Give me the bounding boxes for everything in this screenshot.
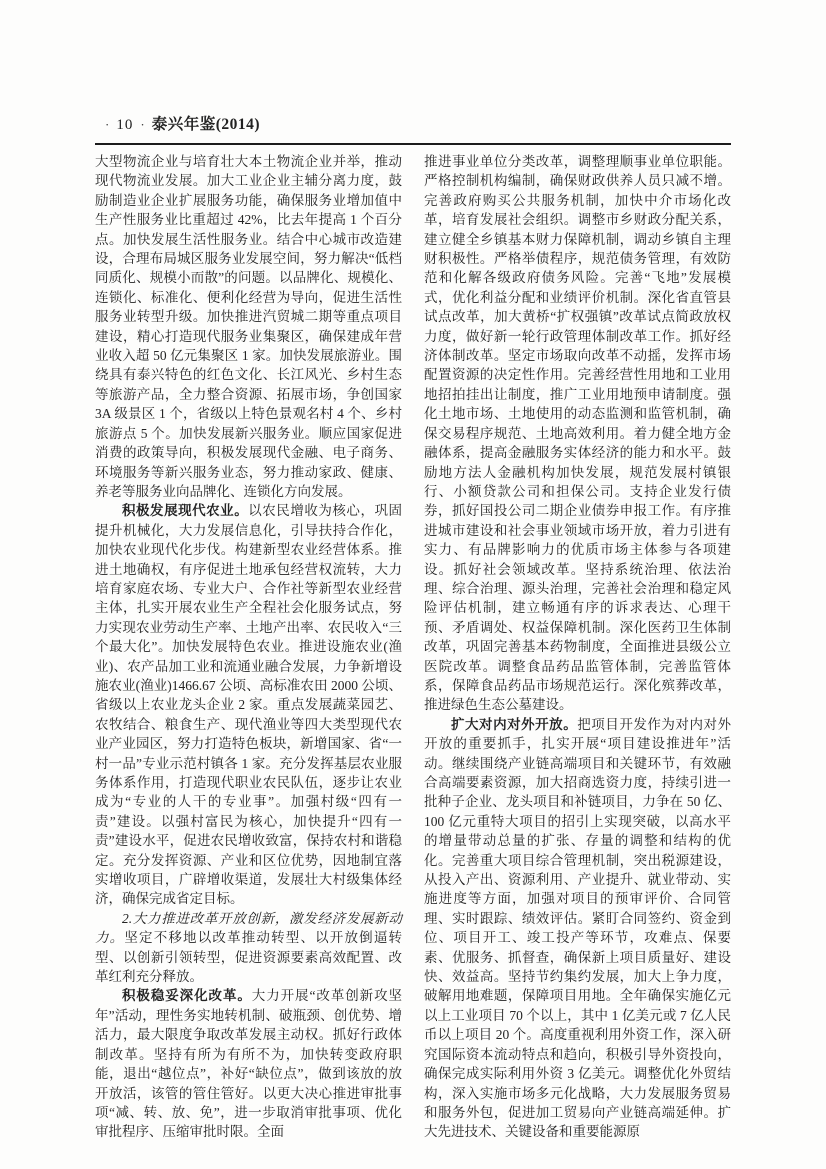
paragraph-lead: 扩大对内对外开放。 bbox=[451, 716, 578, 732]
right-column bbox=[424, 152, 731, 1142]
paragraph-text: 以农民增收为核心，巩固提升机械化，大力发展信息化，引导扶持合作化，加快农业现代化步伐。构建新型农业经营体系。推进土地确权，有序促进土地承包经营权流转，大力培育家庭农场、专业大户、合作社等新型农业经营主体，扎实开展农业生产全程社会化服务试点，努力实现农业劳动生产率、土地产出率、农民收入“三个最大化”。加快发展特色农业。推进设施农业(渔业)、农产品加工业和流通业融合发展，力争新增设施农业(渔业)1466.67 公顷、高标准农田 2000 公顷、省级以上农业龙头企业 2 家。重点发展蔬菜园艺、农牧结合、粮食生产、现代渔业等四大类型现代农业产业园区，努力打造特色板块，新增国家、省“一村一品”专业示范村镇各 1 家。充分发挥基层农业服务体系作用，打造现代职业农民队伍，逐步让农业成为“专业的人干的专业事”。加强村级“四有一责”建设。以强村富民为核心，加快提升“四有一责”建设水平，促进农民增收致富，保持农村和谐稳定。充分发挥资源、产业和区位优势，因地制宜落实增收项目，广辟增收渠道，发展壮大村级集体经济，确保完成省定目标。 bbox=[95, 503, 403, 907]
paragraph-reform-opening-heading bbox=[95, 909, 402, 987]
paragraph-text: 大力开展“改革创新攻坚年”活动，理性务实地转机制、破瓶颈、创优势、增活力，最大限度争取改革发展主动权。抓好行政体制改革。坚持有所为有所不为，加快转变政府职能，退出“越位点”，补好“缺位点”，做到该放的放开放活，该管的管住管好。以更大决心推进审批事项“减、转、放、免”，进一步取消审批事项、优化审批程序、压缩审批时限。全面 bbox=[95, 988, 402, 1140]
header-rule bbox=[95, 143, 731, 145]
page-number: 10 bbox=[116, 117, 134, 133]
page-header bbox=[95, 112, 731, 134]
paragraph-modern-agriculture bbox=[95, 501, 402, 909]
paragraph-text: 把项目开发作为对内对外开放的重要抓手，扎实开展“项目建设推进年”活动。继续围绕产业链高端项目和关键环节，有效融合高端要素资源，加大招商选资力度，持续引进一批种子企业、龙头项目和补链项目，力争在 50 亿、100 亿元重特大项目的招引上实现突破，以高水平的增量带动总量的扩张、存量的调整和结构的优化。完善重大项目综合管理机制，突出税源建设，从投入产出、资源利用、产业提升、就业带动、实施进度等方面，加强对项目的预审评价、合同管理、实时跟踪、绩效评估。紧盯合同签约、资金到位、项目开工、竣工投产等环节，攻难点、保要素、优服务、抓督查，确保新上项目质量好、建设快、效益高。坚持节约集约发展，加大上争力度，破解用地难题，保障项目用地。全年确保实施亿元以上工业项目 70 个以上，其中 1 亿美元或 7 亿人民币以上项目 20 个。高度重视利用外资工作，深入研究国际资本流动特点和趋向，积极引导外资投向，确保完成实际利用外资 3 亿美元。调整优化外贸结构，深入实施市场多元化战略，大力发展服务贸易和服务外包，促进加工贸易向产业链高端延伸。扩大先进技术、关键设备和重要能源原 bbox=[424, 716, 732, 1140]
paragraph-text: 大型物流企业与培育壮大本土物流企业并举，推动现代物流业发展。加大工业企业主辅分离力度，鼓励制造业企业扩展服务功能，确保服务业增加值中生产性服务业比重超过 42%，比去年提高 1 个百分点。加快发展生活性服务业。结合中心城市改造建设，合理布局城区服务业发展空间，努力解决“低档同质化、规模小而散”的问题。以品牌化、规模化、连锁化、标准化、便利化经营为导向，促进生活性服务业转型升级。加快推进汽贸城二期等重点项目建设，精心打造现代服务业集聚区，确保建成年营业收入超 50 亿元集聚区 1 家。加快发展旅游业。围绕具有泰兴特色的红色文化、长江风光、乡村生态等旅游产品，全力整合资源、拓展市场，争创国家 3A 级景区 1 个，省级以上特色景观名村 4 个、乡村旅游点 5 个。加快发展新兴服务业。顺应国家促进消费的政策导向，积极发展现代金融、电子商务、环境服务等新兴服务业态，努力推动家政、健康、养老等服务业向品牌化、连锁化方向发展。 bbox=[95, 154, 402, 499]
paragraph-reform-continued bbox=[424, 152, 731, 715]
text-columns bbox=[95, 152, 731, 1142]
book-title: 泰兴年鉴(2014) bbox=[151, 116, 261, 133]
paragraph-deepen-reform bbox=[95, 986, 402, 1141]
paragraph-lead: 积极稳妥深化改革。 bbox=[122, 988, 252, 1004]
header-dot-right: · bbox=[140, 117, 145, 132]
paragraph-lead: 积极发展现代农业。 bbox=[122, 503, 249, 519]
header-dot-left: · bbox=[105, 117, 110, 132]
paragraph-expand-opening bbox=[424, 715, 731, 1142]
paragraph-lead: 2.大力推进改革开放创新，激发经济发展新动力。 bbox=[95, 910, 402, 946]
left-column bbox=[95, 152, 402, 1142]
paragraph-text: 坚定不移地以改革推动转型、以开放倒逼转型、以创新引领转型，促进资源要素高效配置、改革红利充分释放。 bbox=[95, 930, 403, 985]
paragraph-text: 推进事业单位分类改革，调整理顺事业单位职能。严格控制机构编制，确保财政供养人员只减不增。完善政府购买公共服务机制，加快中介市场化改革，培育发展社会组织。调整市乡财政分配关系，建立健全乡镇基本财力保障机制，调动乡镇自主理财积极性。严格举债程序，规范债务管理，有效防范和化解各级政府债务风险。完善“飞地”发展模式，优化利益分配和业绩评价机制。深化省直管县试点改革，加大黄桥“扩权强镇”改革试点简政放权力度，做好新一轮行政管理体制改革工作。抓好经济体制改革。坚定市场取向改革不动摇，发挥市场配置资源的决定性作用。完善经营性用地和工业用地招拍挂出让制度，推广工业用地预申请制度。强化土地市场、土地使用的动态监测和监管机制，确保交易程序规范、土地高效利用。着力健全地方金融体系，提高金融服务实体经济的能力和水平。鼓励地方法人金融机构加快发展，规范发展村镇银行、小额贷款公司和担保公司。支持企业发行债券，抓好国投公司二期企业债券申报工作。有序推进城市建设和社会事业领域市场开放，着力引进有实力、有品牌影响力的优质市场主体参与各项建设。抓好社会领域改革。坚持系统治理、依法治理、综合治理、源头治理，完善社会治理和稳定风险评估机制，建立畅通有序的诉求表达、心理干预、矛盾调处、权益保障机制。深化医药卫生体制改革，巩固完善基本药物制度，全面推进县级公立医院改革。调整食品药品监管体制，完善监管体系，保障食品药品市场规范运行。深化殡葬改革，推进绿色生态公墓建设。 bbox=[424, 154, 731, 713]
paragraph-services-continued bbox=[95, 152, 402, 501]
